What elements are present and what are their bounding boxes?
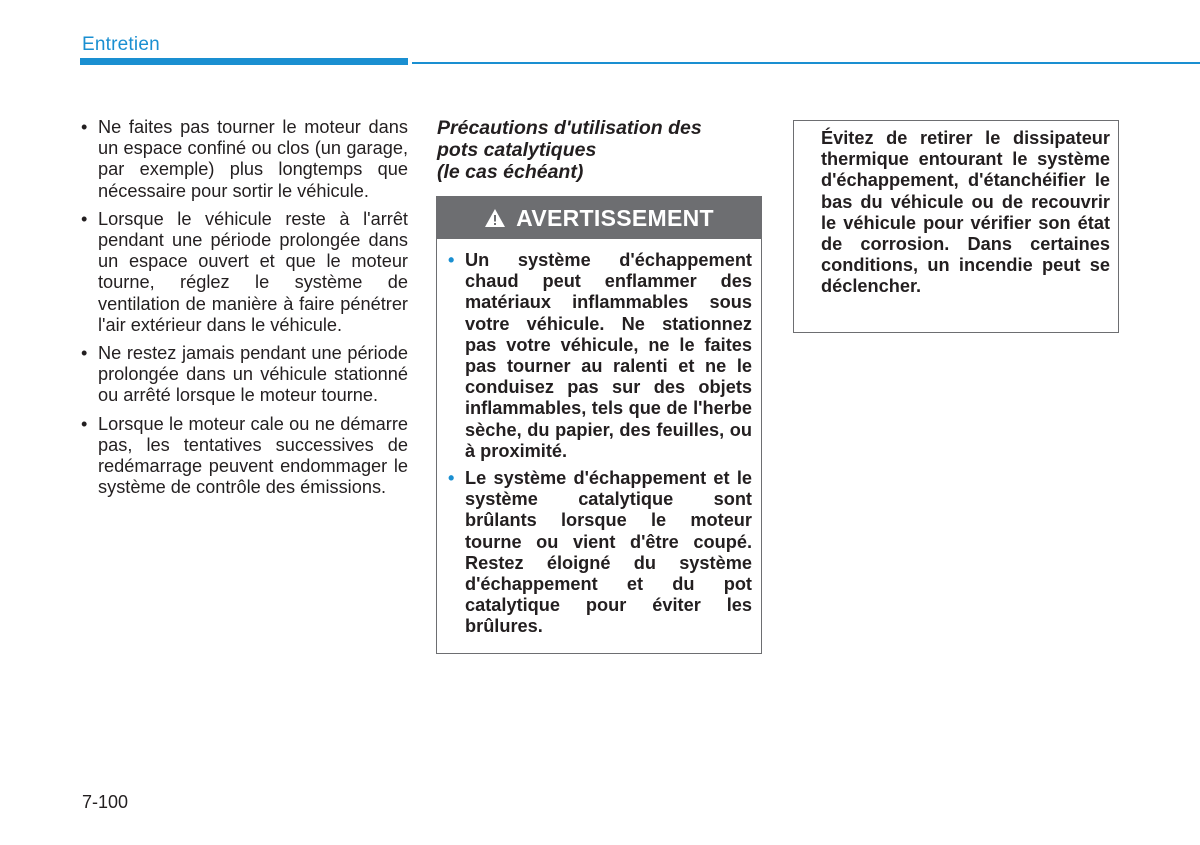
list-item: [80, 117, 408, 202]
warning-item: [446, 468, 752, 638]
list-item: [80, 414, 408, 499]
warning-item: [446, 250, 752, 462]
list-item-text: Lorsque le véhicule reste à l'arrêt pendant une période prolongée dans un espace ouvert et que le moteur tourne, réglez le système de ventilation de manière à faire pénétrer l'air extérieur dans le véhicule.: [98, 208, 408, 335]
bullet-list: [80, 117, 408, 498]
list-item-text: Ne faites pas tourner le moteur dans un espace confiné ou clos (un garage, par exemple) plus longtemps que nécessaire pour sortir le véhicule.: [98, 117, 408, 201]
list-item: [80, 343, 408, 407]
bullet-dot: •: [81, 413, 88, 434]
page-number: 7-100: [82, 792, 129, 812]
header-rule-thick: [80, 58, 408, 65]
list-item-text: Ne restez jamais pendant une période prolongée dans un véhicule stationné ou arrêté lorsque le moteur tourne.: [98, 343, 408, 406]
bullet-dot: •: [448, 468, 455, 489]
warning-list: [437, 239, 761, 638]
caution-box: [793, 120, 1119, 333]
subheading-line: (le cas échéant): [437, 161, 584, 183]
warning-title: AVERTISSEMENT: [516, 204, 714, 231]
section-title: Entretien: [82, 34, 160, 55]
bullet-dot: •: [448, 250, 455, 270]
subheading-line: pots catalytiques: [437, 139, 597, 161]
list-item: [80, 209, 408, 336]
subheading-line: Précautions d'utilisation des: [437, 117, 702, 139]
caution-text: Évitez de retirer le dissipateur thermique entourant le système d'échappement, d'étanchéifier le bas du véhicule ou de recouvrir le véhicule pour vérifier son état de corrosion. Dans certaines conditions, un incendie peut se déclencher.: [821, 128, 1110, 297]
warning-triangle-icon: [484, 208, 506, 228]
header-rule-thin: [412, 62, 1200, 64]
bullet-dot: •: [81, 117, 88, 137]
bullet-dot: •: [81, 208, 88, 229]
warning-item-text: Le système d'échappement et le système catalytique sont brûlants lorsque le moteur tourne ou vient d'être coupé. Restez éloigné du système d'échappement et du pot catalytique pour éviter les brûlures.: [465, 468, 752, 637]
warning-item-text: Un système d'échappement chaud peut enflammer des matériaux inflammables sous votre véhicule. Ne stationnez pas votre véhicule, ne le faites pas tourner au ralenti et ne le conduisez pas sur des objets inflammables, tels que de l'herbe sèche, du papier, des feuilles, ou à proximité.: [465, 250, 752, 461]
bullet-dot: •: [81, 343, 88, 364]
warning-box: [436, 196, 762, 654]
section-subheading: [437, 117, 763, 183]
list-item-text: Lorsque le moteur cale ou ne démarre pas, les tentatives successives de redémarrage peuvent endommager le système de contrôle des émissions.: [98, 413, 408, 498]
warning-header: [437, 197, 761, 239]
column-1: [80, 117, 408, 505]
